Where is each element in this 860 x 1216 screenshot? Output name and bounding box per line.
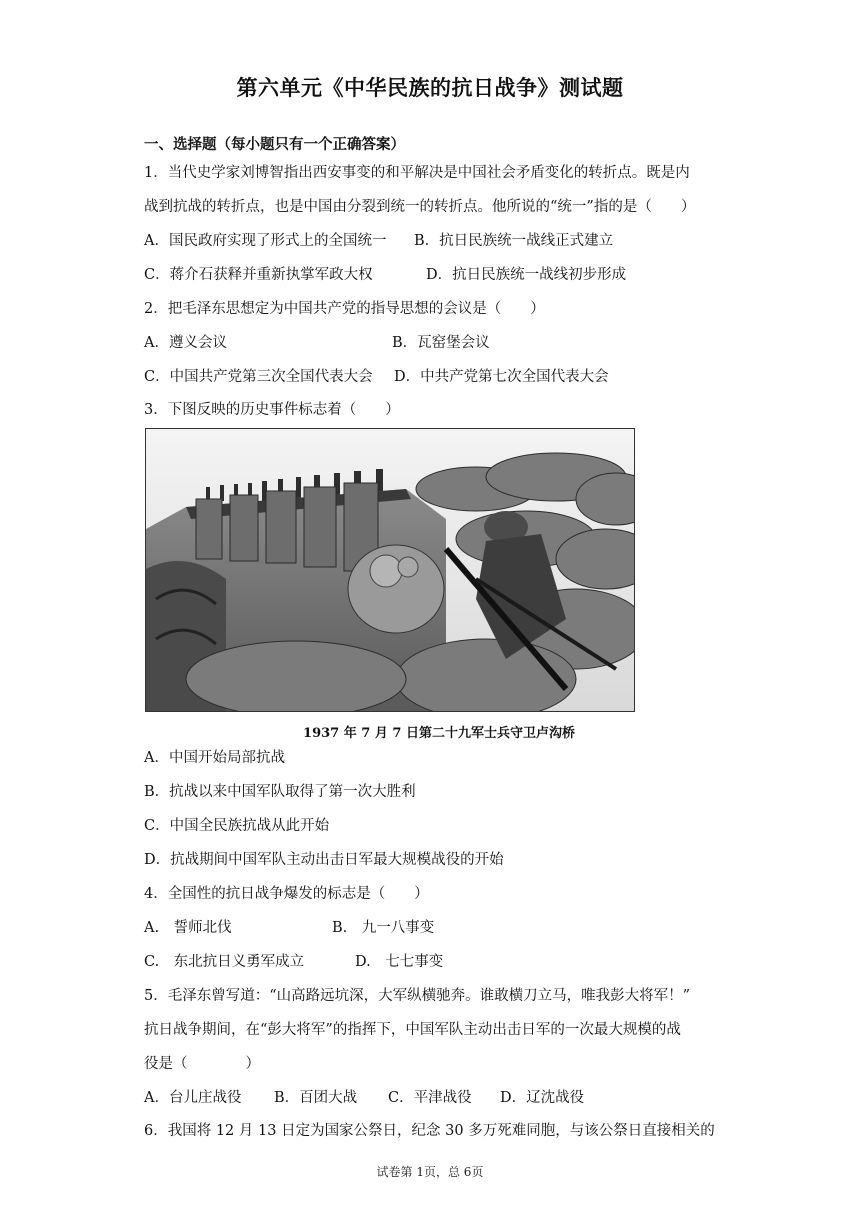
q2-options-row2 — [144, 367, 724, 387]
q5-stem-line1: 5．毛泽东曾写道：“山高路远坑深，大军纵横驰奔。谁敢横刀立马，唯我彭大将军！” — [144, 988, 691, 1004]
q5-options-row — [144, 1088, 724, 1108]
q2-option-d: D．中共产党第七次全国代表大会 — [394, 369, 609, 385]
q2-option-b: B．瓦窑堡会议 — [392, 335, 490, 351]
q4-stem: 4．全国性的抗日战争爆发的标志是（ ） — [144, 886, 429, 902]
q4-options-row2 — [144, 952, 724, 972]
q5-stem-line2: 抗日战争期间，在“彭大将军”的指挥下，中国军队主动出击日军的一次最大规模的战 — [144, 1022, 681, 1038]
q4-option-c: C. 东北抗日义勇军成立 — [144, 954, 305, 970]
q6-stem-line1: 6．我国将 12 月 13 日定为国家公祭日，纪念 30 多万死难同胞，与该公祭日直接相关的 — [144, 1123, 715, 1139]
q4-options-row1 — [144, 918, 724, 938]
q1-option-b: B．抗日民族统一战线正式建立 — [414, 233, 614, 249]
q1-options-row1 — [144, 231, 724, 251]
q5-option-d: D．辽沈战役 — [500, 1090, 585, 1106]
page-title: 第六单元《中华民族的抗日战争》测试题 — [236, 76, 624, 100]
q5-option-a: A．台儿庄战役 — [144, 1090, 242, 1106]
section-heading: 一、选择题（每小题只有一个正确答案） — [144, 137, 405, 153]
q3-option-c: C．中国全民族抗战从此开始 — [144, 818, 330, 834]
q2-stem: 2．把毛泽东思想定为中国共产党的指导思想的会议是（ ） — [144, 301, 545, 317]
q1-option-c: C．蒋介石获释并重新执掌军政大权 — [144, 267, 373, 283]
q1-stem-line1: 1．当代史学家刘博智指出西安事变的和平解决是中国社会矛盾变化的转折点。既是内 — [144, 165, 690, 181]
q5-option-c: C．平津战役 — [388, 1090, 472, 1106]
q4-option-b: B. 九一八事变 — [332, 920, 435, 936]
q2-option-a: A．遵义会议 — [144, 335, 227, 351]
q5-stem-line3: 役是（ ） — [144, 1056, 260, 1072]
q4-option-d: D. 七七事变 — [355, 954, 444, 970]
q2-option-c: C．中国共产党第三次全国代表大会 — [144, 369, 373, 385]
q3-option-b: B．抗战以来中国军队取得了第一次大胜利 — [144, 784, 416, 800]
photo-caption: 1937 年 7 月 7 日第二十九军士兵守卫卢沟桥 — [303, 726, 575, 741]
q2-options-row1 — [144, 333, 724, 353]
q3-option-d: D．抗战期间中国军队主动出击日军最大规模战役的开始 — [144, 852, 504, 868]
q3-stem: 3．下图反映的历史事件标志着（ ） — [144, 402, 400, 418]
lugou-bridge-photo — [145, 428, 635, 712]
page-footer: 试卷第 1页，总 6页 — [376, 1165, 484, 1179]
q4-option-a: A. 誓师北伐 — [144, 920, 232, 936]
q1-option-d: D．抗日民族统一战线初步形成 — [426, 267, 627, 283]
q3-option-a: A．中国开始局部抗战 — [144, 750, 285, 766]
q1-option-a: A．国民政府实现了形式上的全国统一 — [144, 233, 387, 249]
q1-options-row2 — [144, 265, 724, 285]
q1-stem-line2: 战到抗战的转折点，也是中国由分裂到统一的转折点。他所说的“统一”指的是（ ） — [144, 199, 696, 215]
q5-option-b: B．百团大战 — [274, 1090, 358, 1106]
